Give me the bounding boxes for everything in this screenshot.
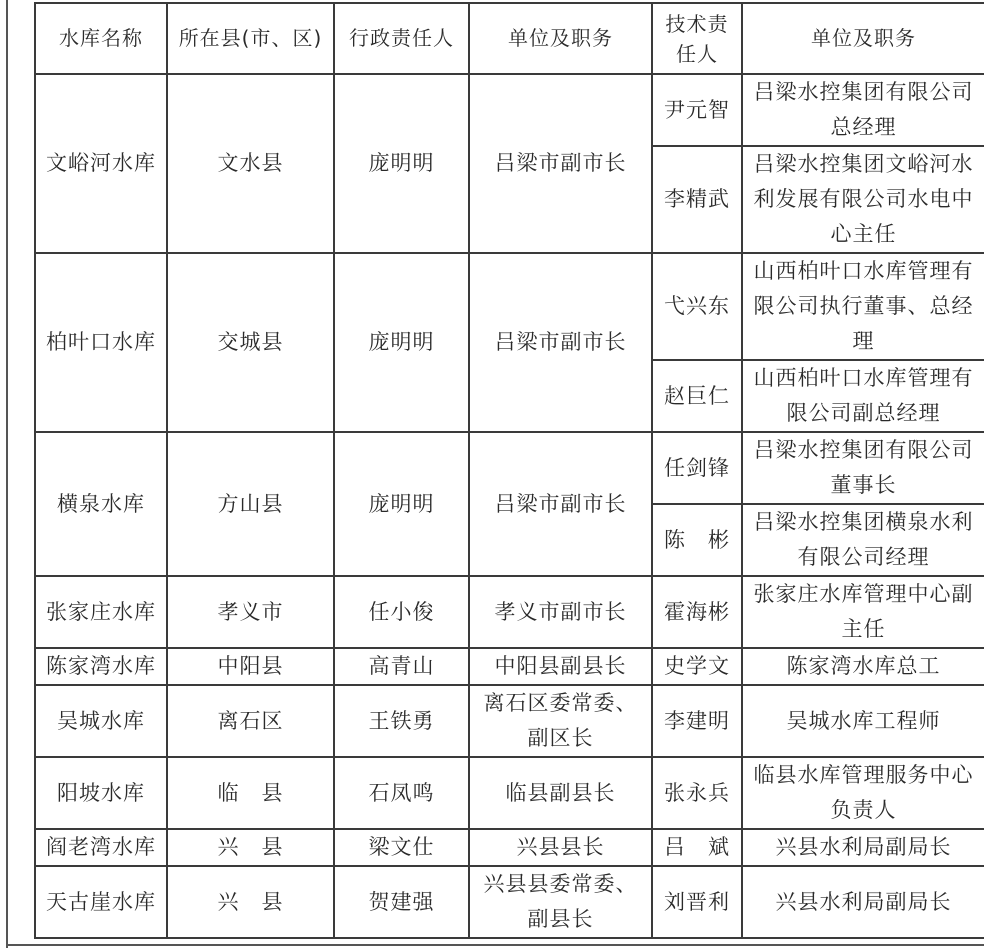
tech-person-cell: 陈 彬 xyxy=(652,504,742,576)
tech-title-cell: 兴县水利局副局长 xyxy=(742,866,984,938)
reservoir-name-cell: 阎老湾水库 xyxy=(35,829,167,866)
tech-title-cell: 山西柏叶口水库管理有限公司执行董事、总经理 xyxy=(742,253,984,360)
county-cell: 文水县 xyxy=(167,74,334,253)
header-county: 所在县(市、区) xyxy=(167,3,334,74)
admin-title-cell: 中阳县副县长 xyxy=(469,648,652,685)
admin-person-cell: 梁文仕 xyxy=(334,829,469,866)
reservoir-name-cell: 横泉水库 xyxy=(35,432,167,576)
tech-person-cell: 李精武 xyxy=(652,146,742,253)
admin-person-cell: 庞明明 xyxy=(334,432,469,576)
county-cell: 中阳县 xyxy=(167,648,334,685)
table-row xyxy=(35,866,984,938)
admin-person-cell: 石凤鸣 xyxy=(334,757,469,829)
admin-title-cell: 临县副县长 xyxy=(469,757,652,829)
tech-person-cell: 张永兵 xyxy=(652,757,742,829)
admin-title-cell: 吕梁市副市长 xyxy=(469,432,652,576)
county-cell: 交城县 xyxy=(167,253,334,432)
reservoir-name-cell: 天古崖水库 xyxy=(35,866,167,938)
tech-title-cell: 吴城水库工程师 xyxy=(742,685,984,757)
tech-title-cell: 临县水库管理服务中心负责人 xyxy=(742,757,984,829)
tech-title-cell: 陈家湾水库总工 xyxy=(742,648,984,685)
reservoir-name-cell: 张家庄水库 xyxy=(35,576,167,648)
admin-person-cell: 高青山 xyxy=(334,648,469,685)
tech-person-cell: 霍海彬 xyxy=(652,576,742,648)
tech-person-cell: 史学文 xyxy=(652,648,742,685)
tech-title-cell: 吕梁水控集团有限公司董事长 xyxy=(742,432,984,504)
left-margin-line xyxy=(6,0,8,948)
county-cell: 兴 县 xyxy=(167,829,334,866)
admin-person-cell: 贺建强 xyxy=(334,866,469,938)
admin-person-cell: 庞明明 xyxy=(334,74,469,253)
county-cell: 兴 县 xyxy=(167,866,334,938)
tech-person-cell: 弋兴东 xyxy=(652,253,742,360)
table-header-row xyxy=(35,3,984,74)
county-cell: 临 县 xyxy=(167,757,334,829)
admin-title-cell: 兴县县委常委、副县长 xyxy=(469,866,652,938)
header-admin-title: 单位及职务 xyxy=(469,3,652,74)
tech-person-cell: 李建明 xyxy=(652,685,742,757)
table-row xyxy=(35,685,984,757)
tech-person-cell: 吕 斌 xyxy=(652,829,742,866)
table-row xyxy=(35,829,984,866)
admin-person-cell: 王铁勇 xyxy=(334,685,469,757)
tech-title-cell: 吕梁水控集团有限公司总经理 xyxy=(742,74,984,146)
table-row xyxy=(35,74,984,146)
tech-title-cell: 兴县水利局副局长 xyxy=(742,829,984,866)
table-row xyxy=(35,757,984,829)
tech-person-cell: 任剑锋 xyxy=(652,432,742,504)
tech-person-cell: 赵巨仁 xyxy=(652,360,742,432)
header-admin-person: 行政责任人 xyxy=(334,3,469,74)
reservoir-name-cell: 阳坡水库 xyxy=(35,757,167,829)
table-row xyxy=(35,648,984,685)
tech-title-cell: 山西柏叶口水库管理有限公司副总经理 xyxy=(742,360,984,432)
reservoir-name-cell: 文峪河水库 xyxy=(35,74,167,253)
county-cell: 方山县 xyxy=(167,432,334,576)
reservoir-name-cell: 吴城水库 xyxy=(35,685,167,757)
admin-title-cell: 离石区委常委、副区长 xyxy=(469,685,652,757)
reservoir-responsibility-table xyxy=(34,2,984,939)
admin-person-cell: 庞明明 xyxy=(334,253,469,432)
tech-title-cell: 吕梁水控集团横泉水利有限公司经理 xyxy=(742,504,984,576)
reservoir-name-cell: 柏叶口水库 xyxy=(35,253,167,432)
header-tech-title: 单位及职务 xyxy=(742,3,984,74)
admin-title-cell: 孝义市副市长 xyxy=(469,576,652,648)
admin-person-cell: 任小俊 xyxy=(334,576,469,648)
bottom-margin-line xyxy=(6,944,984,946)
admin-title-cell: 吕梁市副市长 xyxy=(469,74,652,253)
table-row xyxy=(35,576,984,648)
reservoir-name-cell: 陈家湾水库 xyxy=(35,648,167,685)
table-row xyxy=(35,432,984,504)
tech-person-cell: 刘晋利 xyxy=(652,866,742,938)
county-cell: 孝义市 xyxy=(167,576,334,648)
tech-person-cell: 尹元智 xyxy=(652,74,742,146)
tech-title-cell: 吕梁水控集团文峪河水利发展有限公司水电中心主任 xyxy=(742,146,984,253)
table-row xyxy=(35,253,984,360)
admin-title-cell: 吕梁市副市长 xyxy=(469,253,652,432)
header-reservoir-name: 水库名称 xyxy=(35,3,167,74)
header-tech-person: 技术责 任人 xyxy=(652,3,742,74)
county-cell: 离石区 xyxy=(167,685,334,757)
tech-title-cell: 张家庄水库管理中心副主任 xyxy=(742,576,984,648)
admin-title-cell: 兴县县长 xyxy=(469,829,652,866)
